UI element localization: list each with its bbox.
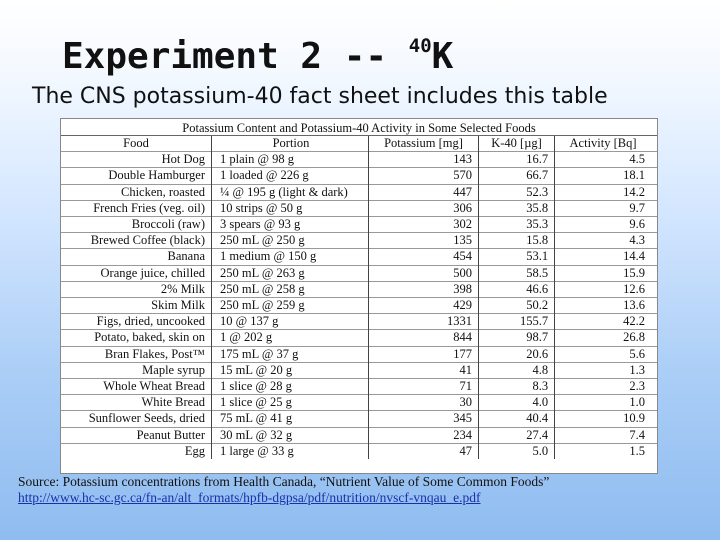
- slide-subtitle: The CNS potassium-40 fact sheet includes this table: [32, 84, 608, 109]
- cell-portion: 3 spears @ 93 g: [212, 217, 369, 233]
- cell-potassium: 429: [369, 298, 479, 314]
- table-row: [61, 443, 657, 459]
- cell-k40: 50.2: [478, 298, 554, 314]
- cell-k40: 4.8: [478, 362, 554, 378]
- cell-potassium: 844: [369, 330, 479, 346]
- cell-potassium: 30: [369, 395, 479, 411]
- source-text: Source: Potassium concentrations from Health Canada, “Nutrient Value of Some Common Foods”: [18, 474, 550, 489]
- table-row: [61, 346, 657, 362]
- table-row: [61, 314, 657, 330]
- table-row: [61, 184, 657, 200]
- cell-activity: 4.5: [555, 152, 657, 168]
- cell-portion: 1 slice @ 25 g: [212, 395, 369, 411]
- cell-activity: 1.0: [555, 395, 657, 411]
- cell-food: Sunflower Seeds, dried: [61, 411, 212, 427]
- cell-potassium: 234: [369, 427, 479, 443]
- cell-food: Potato, baked, skin on: [61, 330, 212, 346]
- table-body: [61, 152, 657, 459]
- cell-potassium: 47: [369, 443, 479, 459]
- table-row: [61, 281, 657, 297]
- cell-portion: 1 plain @ 98 g: [212, 152, 369, 168]
- cell-k40: 20.6: [478, 346, 554, 362]
- table-row: [61, 362, 657, 378]
- cell-k40: 8.3: [478, 379, 554, 395]
- cell-k40: 16.7: [478, 152, 554, 168]
- cell-portion: 10 strips @ 50 g: [212, 200, 369, 216]
- cell-food: Maple syrup: [61, 362, 212, 378]
- cell-activity: 1.5: [555, 443, 657, 459]
- header-portion: Portion: [212, 136, 369, 152]
- header-potassium: Potassium [mg]: [369, 136, 479, 152]
- cell-activity: 2.3: [555, 379, 657, 395]
- source-link[interactable]: http://www.hc-sc.gc.ca/fn-an/alt_formats/hpfb-dgpsa/pdf/nutrition/nvscf-vnqau_e.pdf: [18, 490, 481, 505]
- cell-food: Hot Dog: [61, 152, 212, 168]
- potassium-table: [61, 119, 657, 459]
- header-k40: K-40 [µg]: [478, 136, 554, 152]
- cell-k40: 40.4: [478, 411, 554, 427]
- cell-potassium: 177: [369, 346, 479, 362]
- cell-food: Double Hamburger: [61, 168, 212, 184]
- table-row: [61, 379, 657, 395]
- cell-portion: 15 mL @ 20 g: [212, 362, 369, 378]
- cell-activity: 12.6: [555, 281, 657, 297]
- cell-portion: 250 mL @ 263 g: [212, 265, 369, 281]
- cell-food: French Fries (veg. oil): [61, 200, 212, 216]
- cell-activity: 14.4: [555, 249, 657, 265]
- cell-k40: 5.0: [478, 443, 554, 459]
- table-header-row: [61, 136, 657, 152]
- table-row: [61, 411, 657, 427]
- cell-k40: 46.6: [478, 281, 554, 297]
- cell-portion: 250 mL @ 250 g: [212, 233, 369, 249]
- cell-portion: 30 mL @ 32 g: [212, 427, 369, 443]
- cell-portion: ¼ @ 195 g (light & dark): [212, 184, 369, 200]
- cell-k40: 98.7: [478, 330, 554, 346]
- table-row: [61, 168, 657, 184]
- cell-activity: 14.2: [555, 184, 657, 200]
- cell-portion: 75 mL @ 41 g: [212, 411, 369, 427]
- cell-activity: 4.3: [555, 233, 657, 249]
- cell-portion: 250 mL @ 258 g: [212, 281, 369, 297]
- slide-title: [62, 36, 453, 77]
- cell-potassium: 135: [369, 233, 479, 249]
- table-row: [61, 152, 657, 168]
- cell-k40: 35.8: [478, 200, 554, 216]
- cell-food: White Bread: [61, 395, 212, 411]
- cell-food: Figs, dried, uncooked: [61, 314, 212, 330]
- table-row: [61, 298, 657, 314]
- cell-activity: 42.2: [555, 314, 657, 330]
- cell-food: Whole Wheat Bread: [61, 379, 212, 395]
- cell-potassium: 570: [369, 168, 479, 184]
- cell-portion: 1 large @ 33 g: [212, 443, 369, 459]
- cell-food: Peanut Butter: [61, 427, 212, 443]
- cell-activity: 7.4: [555, 427, 657, 443]
- cell-activity: 10.9: [555, 411, 657, 427]
- cell-k40: 4.0: [478, 395, 554, 411]
- title-superscript: 40: [408, 35, 432, 57]
- cell-potassium: 1331: [369, 314, 479, 330]
- table-row: [61, 427, 657, 443]
- cell-portion: 1 @ 202 g: [212, 330, 369, 346]
- cell-activity: 15.9: [555, 265, 657, 281]
- title-element: K: [431, 36, 454, 77]
- cell-food: Skim Milk: [61, 298, 212, 314]
- cell-k40: 155.7: [478, 314, 554, 330]
- table-row: [61, 249, 657, 265]
- cell-activity: 9.6: [555, 217, 657, 233]
- cell-food: Bran Flakes, Post™: [61, 346, 212, 362]
- table-row: [61, 330, 657, 346]
- cell-potassium: 302: [369, 217, 479, 233]
- food-table-image: [60, 118, 658, 474]
- cell-portion: 10 @ 137 g: [212, 314, 369, 330]
- cell-portion: 250 mL @ 259 g: [212, 298, 369, 314]
- cell-food: Egg: [61, 443, 212, 459]
- cell-portion: 175 mL @ 37 g: [212, 346, 369, 362]
- cell-activity: 5.6: [555, 346, 657, 362]
- cell-portion: 1 loaded @ 226 g: [212, 168, 369, 184]
- table-row: [61, 233, 657, 249]
- cell-food: Broccoli (raw): [61, 217, 212, 233]
- cell-potassium: 306: [369, 200, 479, 216]
- cell-k40: 66.7: [478, 168, 554, 184]
- cell-food: Orange juice, chilled: [61, 265, 212, 281]
- cell-food: 2% Milk: [61, 281, 212, 297]
- cell-potassium: 143: [369, 152, 479, 168]
- table-row: [61, 200, 657, 216]
- cell-food: Chicken, roasted: [61, 184, 212, 200]
- cell-k40: 15.8: [478, 233, 554, 249]
- table-row: [61, 217, 657, 233]
- cell-food: Banana: [61, 249, 212, 265]
- cell-potassium: 41: [369, 362, 479, 378]
- title-text: Experiment 2 --: [62, 36, 409, 77]
- cell-portion: 1 slice @ 28 g: [212, 379, 369, 395]
- cell-activity: 9.7: [555, 200, 657, 216]
- cell-activity: 18.1: [555, 168, 657, 184]
- cell-potassium: 398: [369, 281, 479, 297]
- cell-activity: 26.8: [555, 330, 657, 346]
- cell-k40: 52.3: [478, 184, 554, 200]
- cell-k40: 27.4: [478, 427, 554, 443]
- cell-potassium: 71: [369, 379, 479, 395]
- cell-k40: 53.1: [478, 249, 554, 265]
- cell-potassium: 454: [369, 249, 479, 265]
- cell-activity: 13.6: [555, 298, 657, 314]
- cell-potassium: 447: [369, 184, 479, 200]
- table-row: [61, 395, 657, 411]
- cell-activity: 1.3: [555, 362, 657, 378]
- header-activity: Activity [Bq]: [569, 136, 637, 150]
- cell-potassium: 345: [369, 411, 479, 427]
- table-row: [61, 265, 657, 281]
- table-caption: Potassium Content and Potassium-40 Activity in Some Selected Foods: [61, 119, 657, 136]
- header-food: Food: [61, 136, 212, 152]
- source-note: [18, 474, 549, 506]
- cell-potassium: 500: [369, 265, 479, 281]
- cell-k40: 58.5: [478, 265, 554, 281]
- cell-food: Brewed Coffee (black): [61, 233, 212, 249]
- cell-k40: 35.3: [478, 217, 554, 233]
- cell-portion: 1 medium @ 150 g: [212, 249, 369, 265]
